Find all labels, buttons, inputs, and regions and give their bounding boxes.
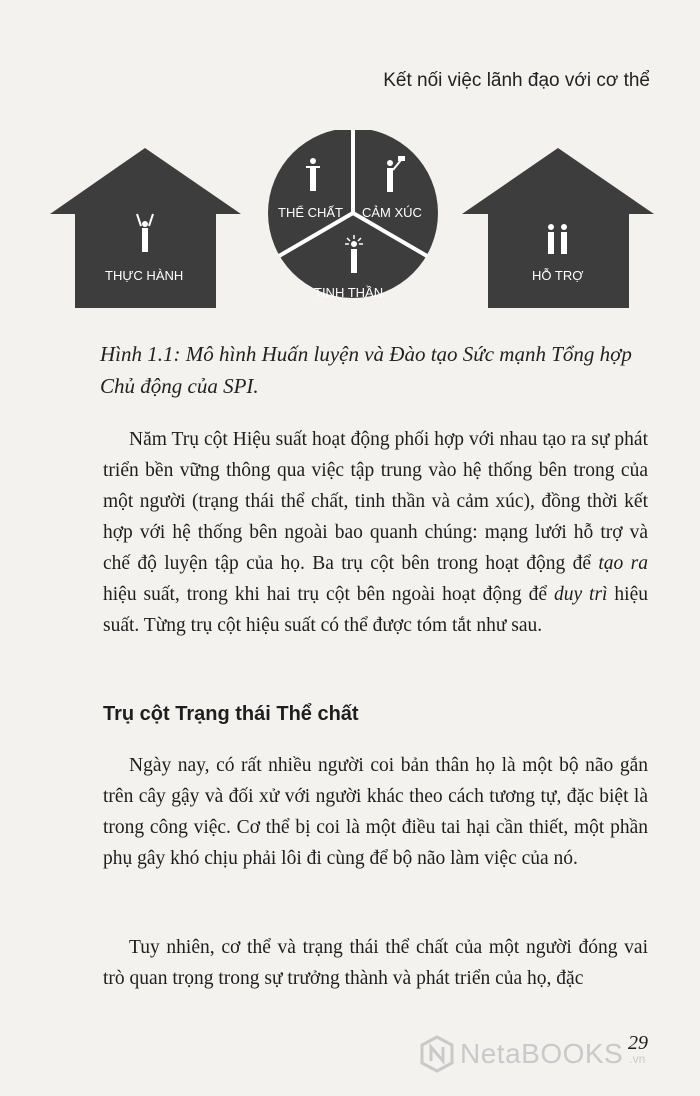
body-paragraph-3: Tuy nhiên, cơ thể và trạng thái thể chất của một người đóng vai trò quan trọng trong sự trưởng thành và phát triển của họ, đặc: [103, 937, 648, 989]
body-paragraph-2: Ngày nay, có rất nhiều người coi bản thân họ là một bộ não gắn trên cây gậy và đối xử với người khác theo cách tương tự, đặc biệt là trong công việc. Cơ thể bị coi là một điều tai hại cần thiết, một phần phụ gây khó chịu phải lôi đi cùng để bộ não làm việc của nó.: [103, 755, 648, 869]
pie-label-emotional: CẢM XÚC: [362, 205, 422, 220]
emphasis-maintain: duy trì: [553, 584, 608, 605]
watermark: [420, 1035, 645, 1073]
right-house-label: HỖ TRỢ: [532, 268, 584, 283]
section-heading: Trụ cột Trạng thái Thể chất: [103, 703, 359, 725]
watermark-brand: NetaBOOKS: [460, 1038, 624, 1069]
left-house-label: THỰC HÀNH: [105, 268, 184, 283]
pie-label-physical: THỂ CHẤT: [278, 205, 343, 220]
emphasis-create: tạo ra: [598, 553, 648, 574]
pie-label-mental: TINH THẦN: [314, 285, 384, 300]
netabooks-logo-icon: [420, 1035, 454, 1073]
running-header: Kết nối việc lãnh đạo với cơ thể: [383, 70, 650, 91]
page-number: 29: [628, 1032, 648, 1054]
right-house-shape: [462, 148, 654, 308]
figure-caption: Hình 1.1: Mô hình Huấn luyện và Đào tạo Sức mạnh Tổng hợp Chủ động của SPI.: [100, 342, 632, 398]
watermark-tld: .vn: [629, 1052, 646, 1066]
body-paragraph-1: Năm Trụ cột Hiệu suất hoạt động phối hợp với nhau tạo ra sự phát triển bền vững thông qua việc tập trung vào hệ thống bên trong của một người (trạng thái thể chất, tinh thần và cảm xúc), đồng thời kết hợp với hệ thống bên ngoài bao quanh chúng: mạng lưới hỗ trợ và chế độ luyện tập của họ. Ba trụ cột bên trong hoạt động để tạo ra hiệu suất, trong khi hai trụ cột bên ngoài hoạt động để duy trì hiệu suất. Từng trụ cột hiệu suất có thể được tóm tắt như sau.: [103, 429, 648, 636]
spi-model-figure: [48, 130, 658, 310]
